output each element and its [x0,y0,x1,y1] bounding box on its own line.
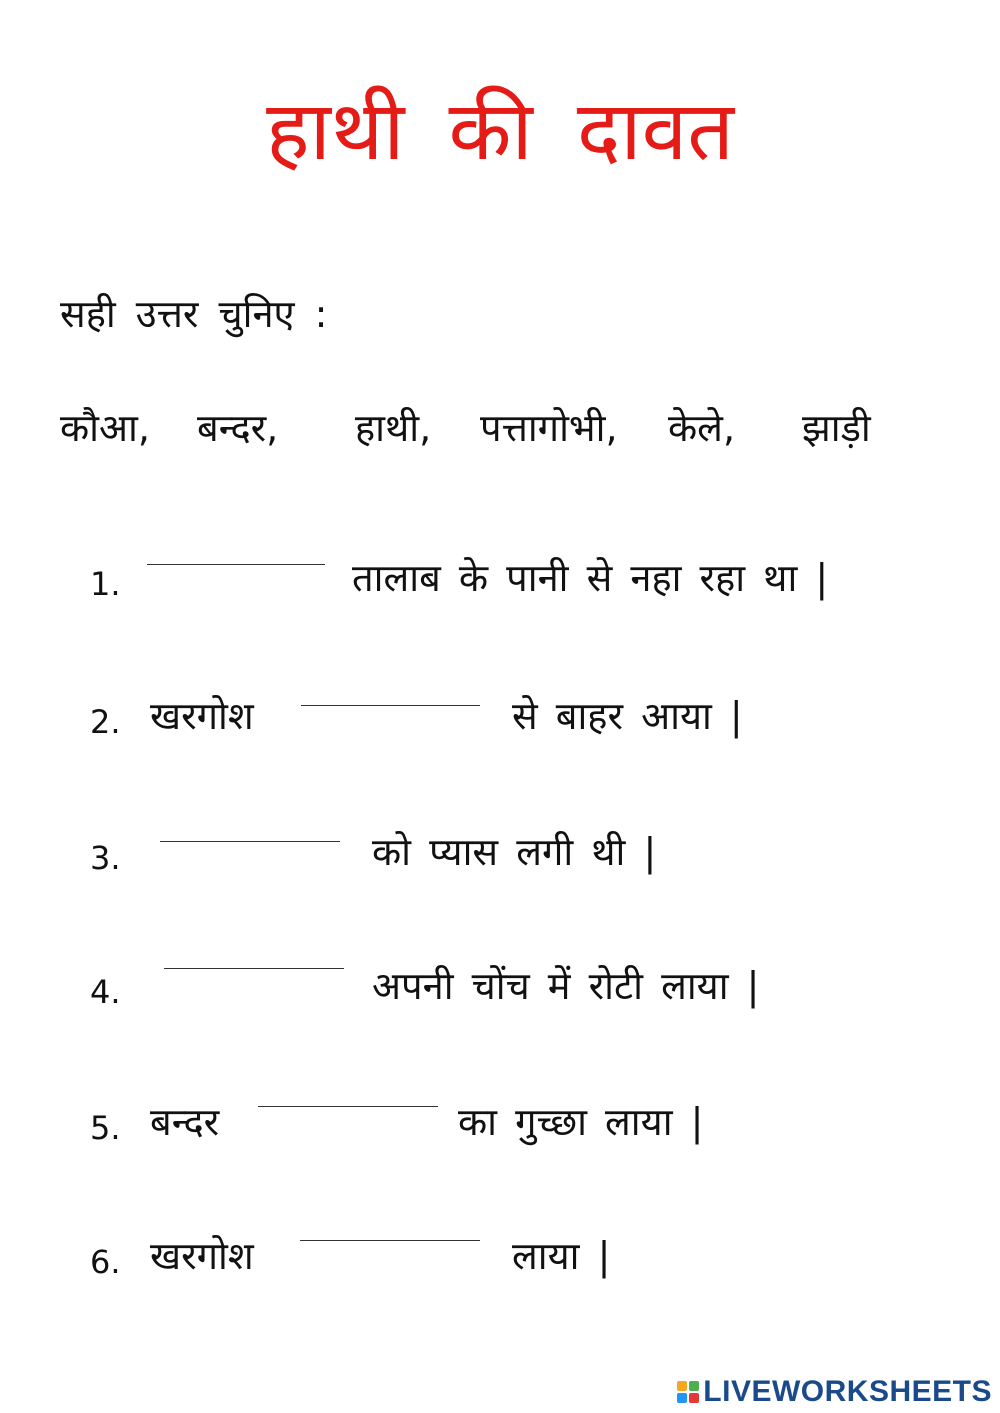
liveworksheets-logo-text: LIVEWORKSHEETS [703,1375,992,1408]
answer-blank[interactable] [301,705,480,706]
question-row [0,690,1000,750]
liveworksheets-logo [677,1375,992,1409]
question-number: 3. [90,839,121,877]
question-text-before: खरगोश [150,694,254,738]
answer-blank[interactable] [300,1240,480,1241]
answer-blank[interactable] [164,968,344,969]
question-row [0,552,1000,612]
logo-square [677,1393,687,1403]
question-row [0,1230,1000,1290]
answer-blank[interactable] [160,841,340,842]
word-option: कौआ, [60,406,150,450]
question-text-after: को प्यास लगी थी | [372,830,657,874]
instruction-text: सही उत्तर चुनिए : [60,292,328,336]
logo-square [689,1393,699,1403]
question-number: 4. [90,973,121,1011]
logo-square [689,1381,699,1391]
question-text-after: का गुच्छा लाया | [458,1100,704,1144]
word-option: हाथी, [355,406,432,450]
question-text-before: बन्दर [150,1100,220,1144]
question-row [0,826,1000,886]
question-row [0,960,1000,1020]
question-text-after: तालाब के पानी से नहा रहा था | [352,556,829,600]
question-text-before: खरगोश [150,1234,254,1278]
question-text-after: लाया | [512,1234,611,1278]
answer-blank[interactable] [147,564,325,565]
word-option: झाड़ी [802,406,871,450]
question-text-after: से बाहर आया | [512,694,743,738]
question-number: 6. [90,1243,121,1281]
question-row [0,1096,1000,1156]
logo-square [677,1381,687,1391]
worksheet-title: हाथी की दावत [266,84,734,179]
answer-blank[interactable] [258,1106,438,1107]
question-number: 5. [90,1109,121,1147]
word-option: बन्दर, [197,406,279,450]
question-number: 2. [90,703,121,741]
question-text-after: अपनी चोंच में रोटी लाया | [372,964,760,1008]
word-option: केले, [668,406,736,450]
word-option: पत्तागोभी, [480,406,618,450]
question-number: 1. [90,565,121,603]
liveworksheets-logo-icon [677,1381,699,1403]
